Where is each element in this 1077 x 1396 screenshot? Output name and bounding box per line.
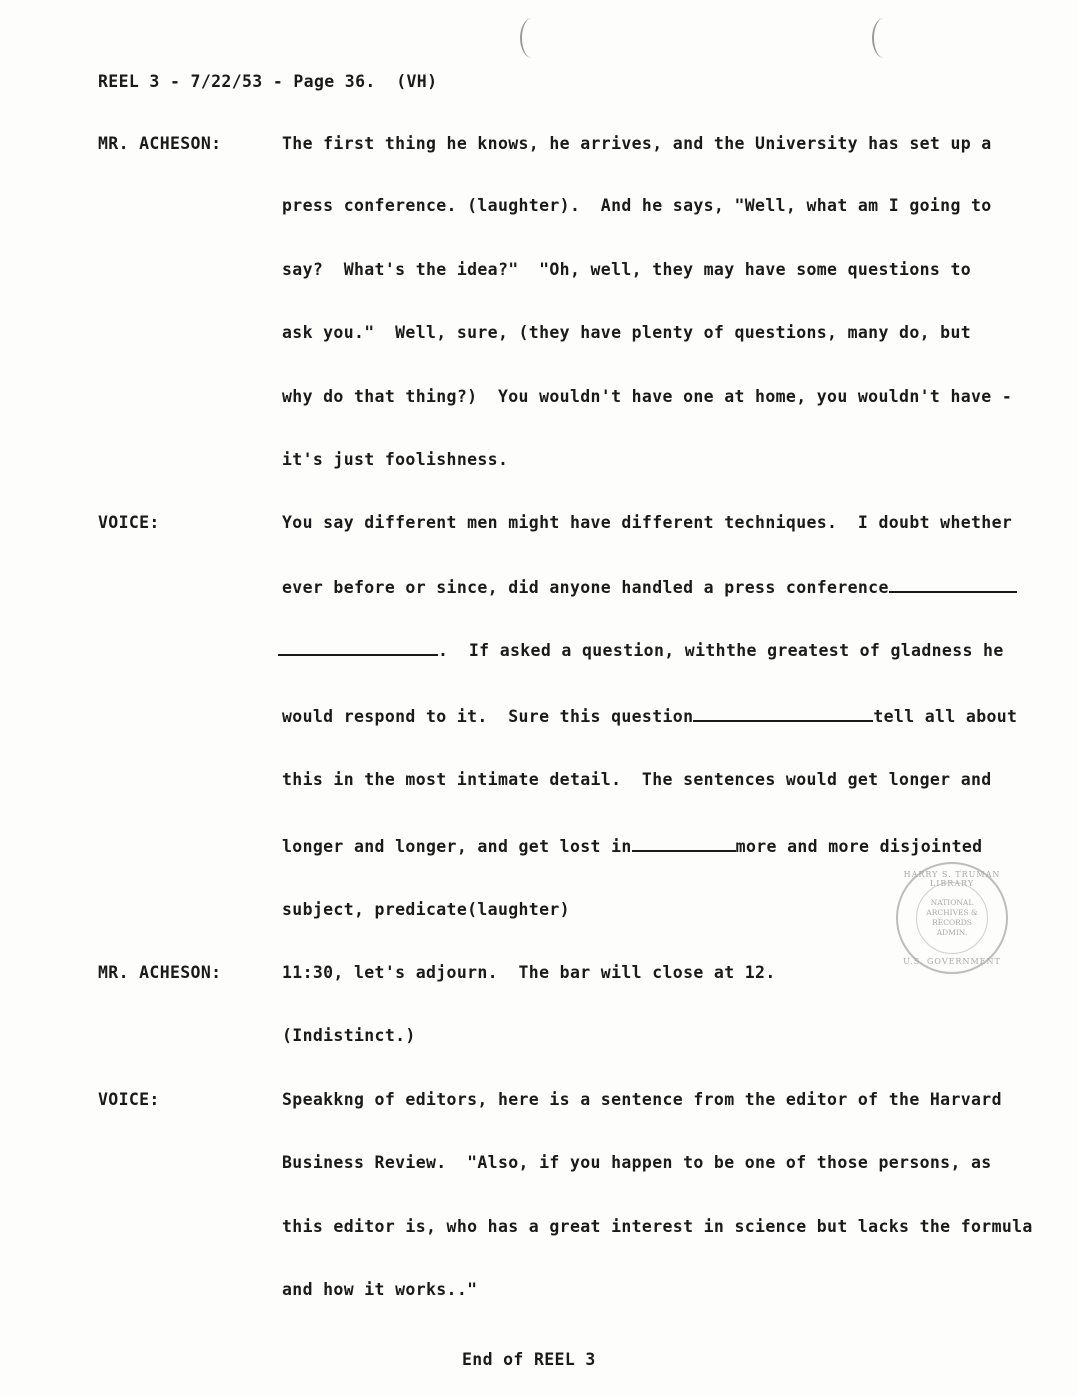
line-text: would respond to it. Sure this question [282,707,694,726]
transcript-line: why do that thing?) You wouldn't have one at home, you wouldn't have - [282,387,1013,406]
transcript-line-with-gap [282,836,982,857]
blank-gap [889,577,1017,593]
blank-gap [278,640,438,656]
seal-line: ADMIN. [936,928,968,937]
transcript-line: say? What's the idea?" "Oh, well, they may have some questions to [282,260,972,279]
line-text: ever before or since, did anyone handled a press conference [282,578,889,597]
transcript-line: 11:30, let's adjourn. The bar will close at 12. [282,963,776,982]
seal-line: ARCHIVES & [926,908,978,917]
line-text: tell all about [873,707,1018,726]
speaker-label: MR. ACHESON: [98,134,222,153]
transcript-line: Business Review. "Also, if you happen to be one of those persons, as [282,1153,992,1172]
line-text: more and more disjointed [735,837,983,856]
speaker-label: VOICE: [98,513,160,532]
transcript-line: (Indistinct.) [282,1026,416,1045]
transcript-line: this in the most intimate detail. The sentences would get longer and [282,770,992,789]
punch-hole-mark [520,18,544,58]
seal-bottom-text: U.S. GOVERNMENT [903,957,1001,966]
seal-line: RECORDS [932,918,972,927]
transcript-line: it's just foolishness. [282,450,509,469]
archive-seal-stamp [896,862,1008,974]
page-header: REEL 3 - 7/22/53 - Page 36. (VH) [98,72,438,91]
transcript-line: The first thing he knows, he arrives, and the University has set up a [282,134,992,153]
transcript-line: and how it works.." [282,1280,478,1299]
transcript-line: subject, predicate(laughter) [282,900,570,919]
seal-line: NATIONAL [930,898,974,907]
blank-gap [632,836,736,852]
page-footer: End of REEL 3 [462,1350,596,1369]
transcript-line: this editor is, who has a great interest in science but lacks the formula [282,1217,1033,1236]
transcript-line: Speakkng of editors, here is a sentence from the editor of the Harvard [282,1090,1002,1109]
line-text: longer and longer, and get lost in [282,837,632,856]
speaker-label: VOICE: [98,1090,160,1109]
blank-gap [693,706,873,722]
transcript-line: You say different men might have different techniques. I doubt whether [282,513,1013,532]
transcript-line-with-gap [282,577,1017,598]
transcript-line-with-gap [282,706,1017,727]
seal-top-text: HARRY S. TRUMAN LIBRARY [903,870,1001,888]
speaker-label: MR. ACHESON: [98,963,222,982]
transcript-line: ask you." Well, sure, (they have plenty of questions, many do, but [282,323,972,342]
punch-hole-mark [872,18,896,58]
transcript-line: press conference. (laughter). And he says, "Well, what am I going to [282,196,992,215]
seal-center-text [898,898,1006,938]
transcript-line-with-gap [278,640,1004,661]
line-text: . If asked a question, withthe greatest of gladness he [438,641,1004,660]
